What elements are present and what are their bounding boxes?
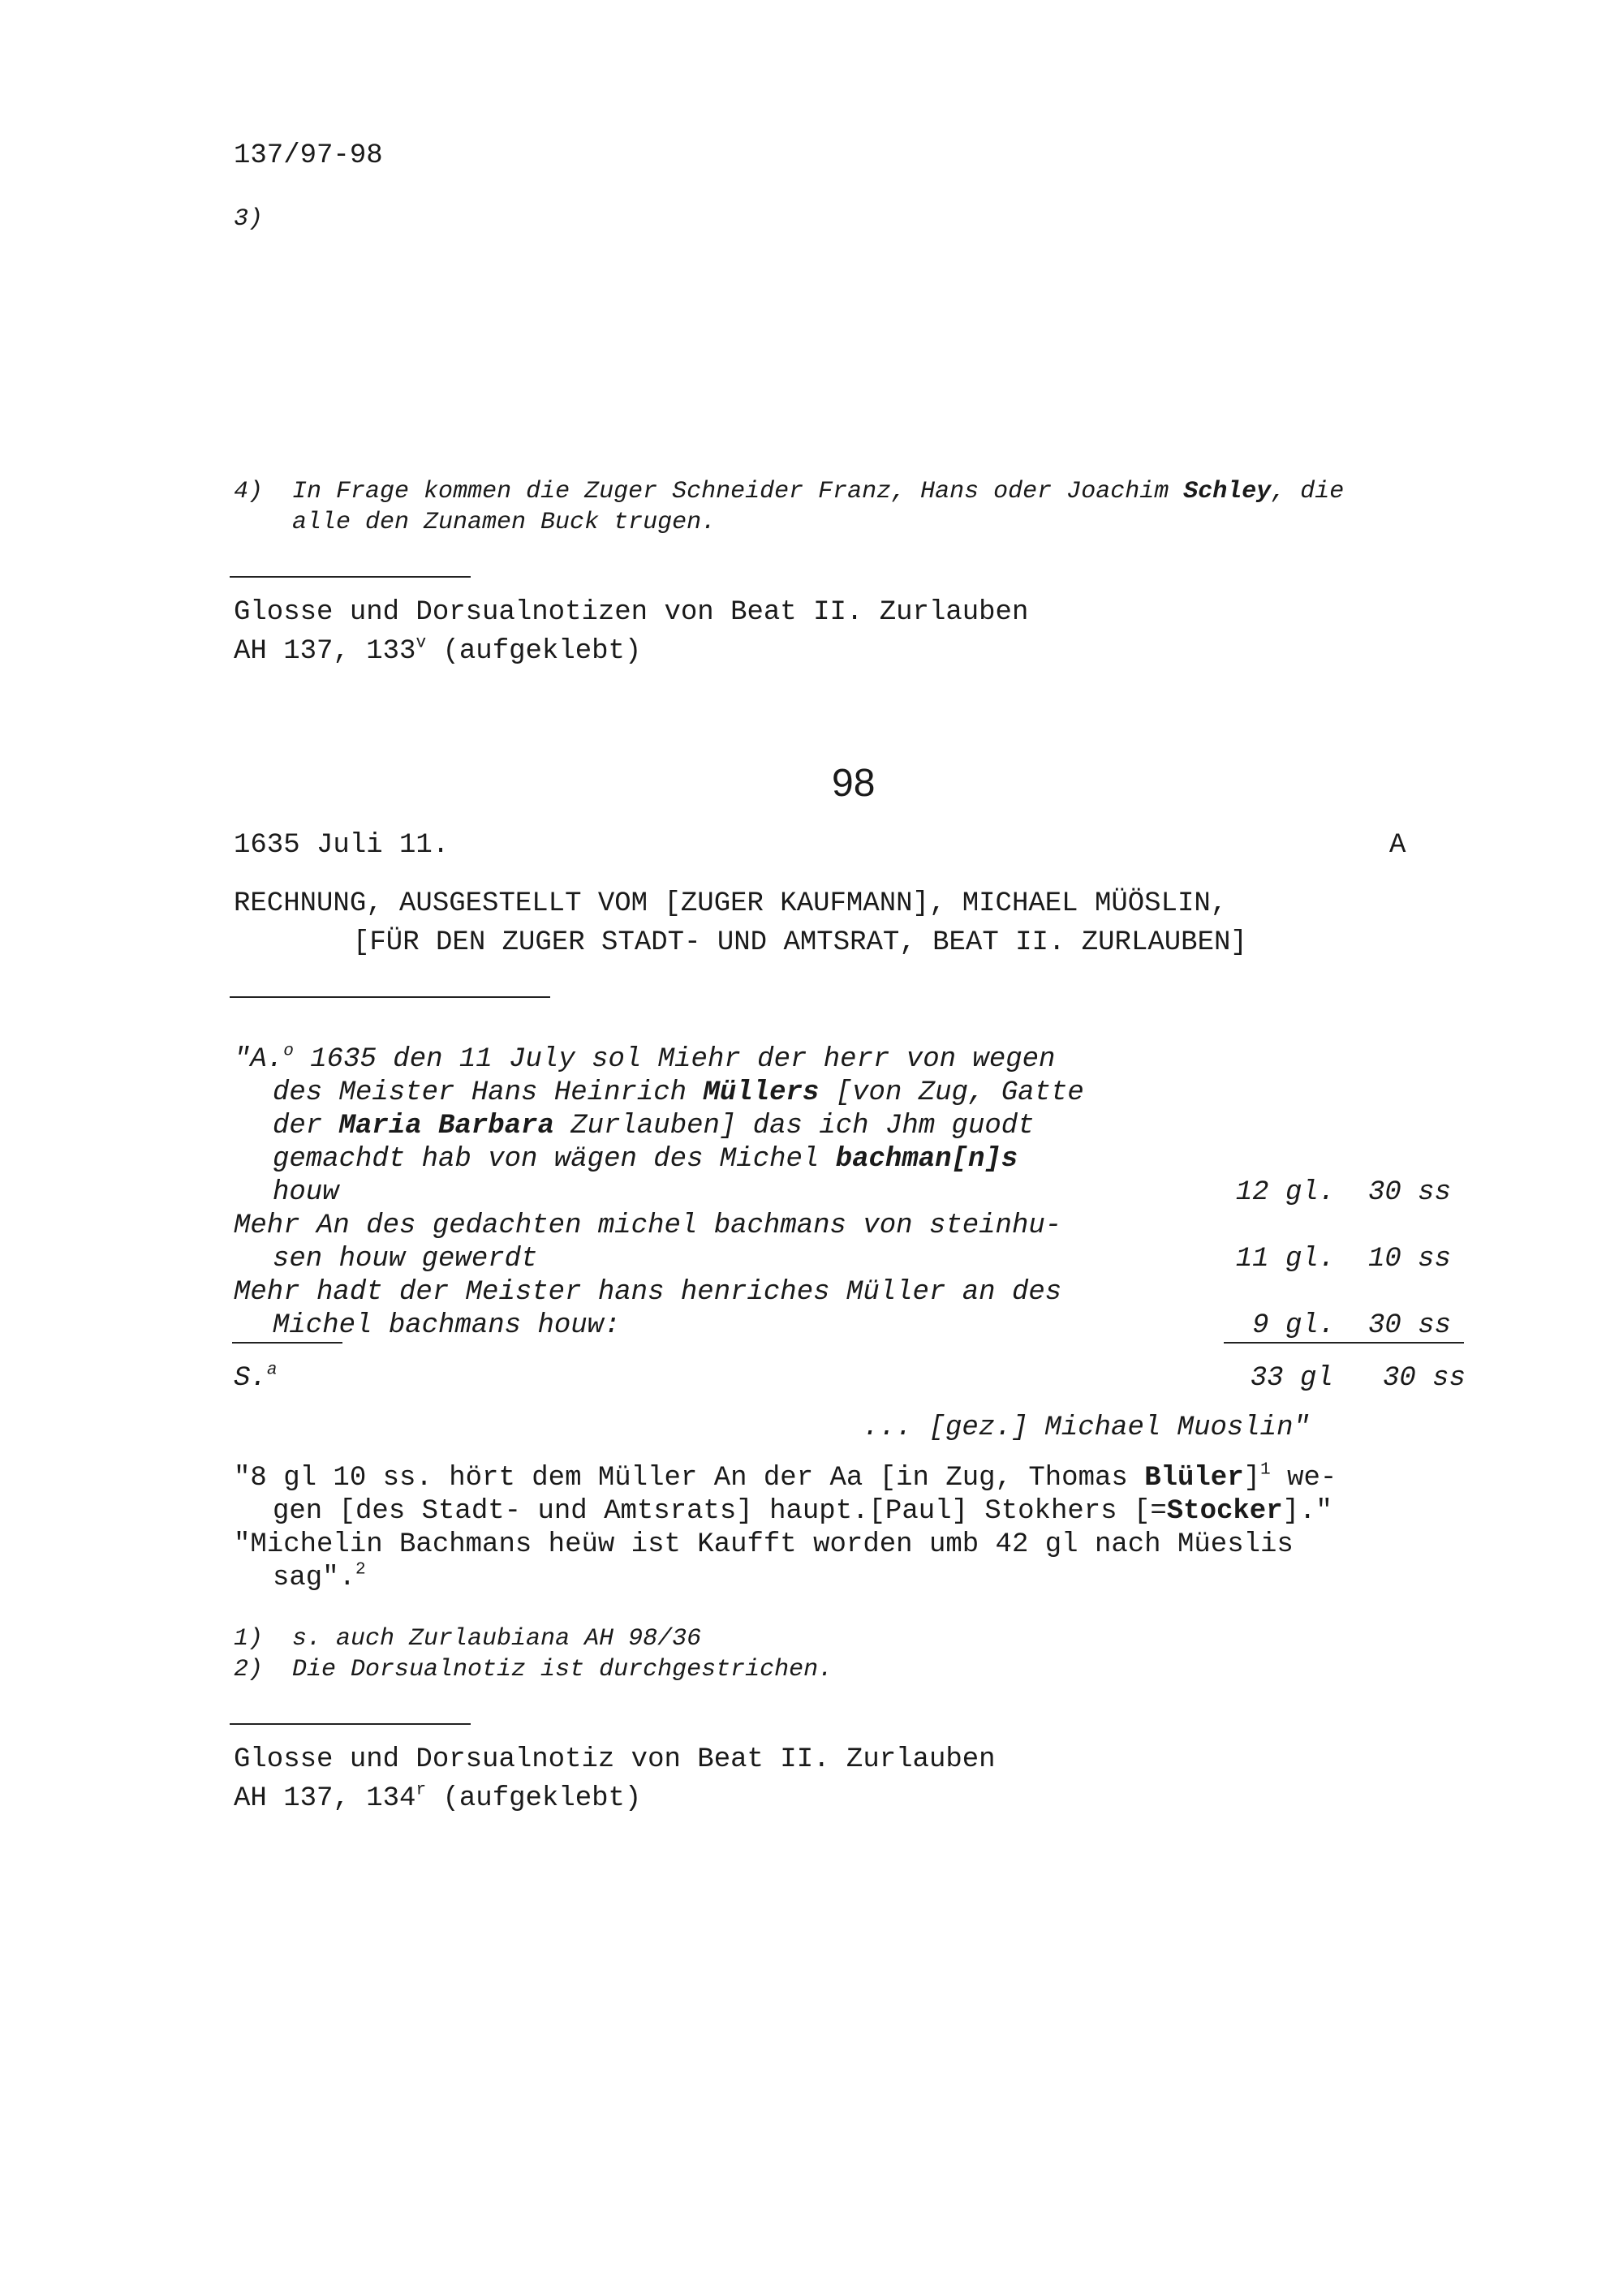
gloss-source-sup: v: [415, 633, 427, 653]
footnote-4-text-a: In Frage kommen die Zuger Schneider Franz, Hans oder Joachim: [292, 478, 1184, 505]
bill-amount-1: 12 gl. 30 ss: [1235, 1177, 1451, 1208]
separator-rule: [230, 576, 471, 578]
bill-name-maria-barbara: Maria Barbara: [338, 1111, 554, 1142]
footnote-4: [234, 477, 1344, 507]
bill-sum-text: S.: [234, 1363, 267, 1394]
dorsal-name-blueler: Blüler: [1144, 1463, 1244, 1494]
bill-line-3: [273, 1110, 1035, 1143]
bill-line-1-a: "A.: [234, 1044, 284, 1075]
bill-line-3-c: Zurlauben] das ich Jhm guodt: [553, 1111, 1035, 1142]
bill-line-6: Mehr An des gedachten michel bachmans von steinhu-: [234, 1210, 1062, 1241]
footnote-4-line2: alle den Zunamen Buck trugen.: [292, 509, 717, 536]
document-date: 1635 Juli 11.: [234, 830, 450, 861]
gloss-98-source-sup: r: [415, 1780, 427, 1800]
separator-rule-2: [230, 1723, 471, 1725]
gloss-98-title: Glosse und Dorsualnotiz von Beat II. Zurlauben: [234, 1744, 996, 1775]
heading-rule: [230, 996, 550, 998]
sum-rule-left: [232, 1342, 342, 1344]
gloss-source-ref: AH 137, 133: [234, 636, 416, 667]
footnote-3-marker: 3): [234, 205, 264, 233]
bill-line-9: Michel bachmans houw:: [273, 1310, 621, 1341]
bill-amount-3: 9 gl. 30 ss: [1252, 1310, 1451, 1341]
document-letter: A: [1389, 830, 1406, 861]
bill-line-2-c: [von Zug, Gatte: [819, 1077, 1084, 1108]
gloss-98-source: [234, 1782, 641, 1816]
bill-line-1-sup: o: [283, 1041, 294, 1061]
bill-sum-sup: a: [266, 1360, 278, 1380]
gloss-title: Glosse und Dorsualnotizen von Beat II. Zurlauben: [234, 597, 1029, 628]
heading-line2: [FÜR DEN ZUGER STADT- UND AMTSRAT, BEAT II. ZURLAUBEN]: [353, 927, 1247, 958]
dorsal-line-1: [234, 1462, 1337, 1495]
dorsal-name-stocker: Stocker: [1166, 1496, 1283, 1527]
heading-line1: RECHNUNG, AUSGESTELLT VOM [ZUGER KAUFMANN], MICHAEL MÜÖSLIN,: [234, 888, 1228, 919]
sum-rule-right: [1224, 1342, 1464, 1344]
gloss-source-note: (aufgeklebt): [426, 636, 642, 667]
dorsal-line-1-d: we-: [1270, 1463, 1337, 1494]
dorsal-footnote-ref-2: 2: [355, 1559, 366, 1580]
dorsal-line-2-a: gen [des Stadt- und Amtsrats] haupt.[Paul] Stokhers [=: [273, 1496, 1167, 1527]
footnote-1: 1) s. auch Zurlaubiana AH 98/36: [234, 1625, 702, 1653]
bill-amount-2: 11 gl. 10 ss: [1235, 1244, 1451, 1275]
bill-line-2: [273, 1077, 1084, 1110]
bill-name-muellers: Müllers: [703, 1077, 820, 1108]
bill-sum-amount: 33 gl 30 ss: [1250, 1363, 1466, 1394]
bill-line-4: [273, 1143, 1018, 1176]
dorsal-line-1-c: ]: [1243, 1463, 1261, 1494]
bill-line-5: houw: [273, 1177, 339, 1208]
dorsal-line-4-a: sag".: [273, 1563, 356, 1593]
bill-line-7: sen houw gewerdt: [273, 1244, 538, 1275]
document-number: 98: [832, 762, 876, 805]
dorsal-line-2-c: ].": [1282, 1496, 1332, 1527]
footnote-2: 2) Die Dorsualnotiz ist durchgestrichen.: [234, 1656, 833, 1683]
footnote-4-number: 4): [234, 478, 264, 505]
gloss-98-source-note: (aufgeklebt): [426, 1783, 642, 1814]
bill-line-1-b: 1635 den 11 July sol Miehr der herr von wegen: [293, 1044, 1056, 1075]
dorsal-line-2: [273, 1495, 1332, 1529]
bill-line-1: [234, 1043, 1055, 1077]
bill-sum-label: [234, 1362, 277, 1395]
dorsal-line-1-a: "8 gl 10 ss. hört dem Müller An der Aa [in Zug, Thomas: [234, 1463, 1145, 1494]
bill-line-8: Mehr hadt der Meister hans henriches Müller an des: [234, 1277, 1062, 1308]
footnote-4-text-c: , die: [1271, 478, 1345, 505]
bill-name-bachmanns: bachman[n]s: [835, 1144, 1018, 1175]
gloss-98-source-ref: AH 137, 134: [234, 1783, 416, 1814]
footnote-4-name: Schley: [1183, 478, 1272, 505]
bill-line-2-a: des Meister Hans Heinrich: [273, 1077, 704, 1108]
bill-signature: ... [gez.] Michael Muoslin": [863, 1412, 1310, 1443]
dorsal-line-4: [273, 1559, 366, 1595]
bill-line-3-a: der: [273, 1111, 339, 1142]
bill-line-4-a: gemachdt hab von wägen des Michel: [273, 1144, 836, 1175]
page-reference: 137/97-98: [234, 140, 383, 171]
dorsal-footnote-ref-1: 1: [1260, 1460, 1271, 1480]
gloss-source: [234, 635, 641, 669]
dorsal-line-3: "Michelin Bachmans heüw ist Kaufft worden umb 42 gl nach Müeslis: [234, 1529, 1294, 1560]
